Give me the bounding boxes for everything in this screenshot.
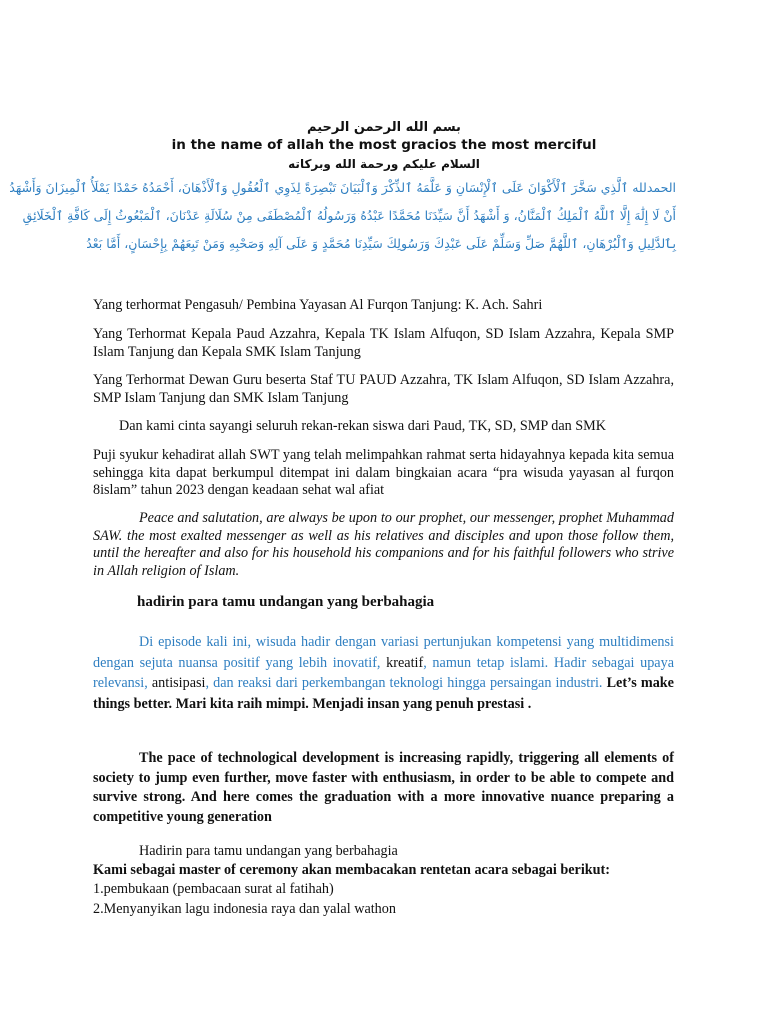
salam-line: السلام عليكم ورحمة الله وبركاته [288, 157, 480, 171]
episode-text-antisipasi: antisipasi [151, 675, 206, 691]
episode-text-kreatif: kreatif [386, 654, 424, 671]
greeting-dewan-guru: Yang Terhormat Dewan Guru beserta Staf TU PAUD Azzahra, TK Islam Alfuqon, SD Islam Azzahra, SMP Islam Tanjung dan SMK Islam Tanjung [93, 372, 674, 406]
agenda-item-2: 2.Menyanyikan lagu indonesia raya dan yalal wathon [93, 901, 396, 917]
basmala-heading: بسم الله الرحمن الرحيم [307, 120, 461, 135]
arabic-prayer-line-3: بِٱلدَّلِيلِ وَٱلْبُرْهَانِ، ٱللَّهُمَّ صَلِّ وَسَلِّمْ عَلَى عَبْدِكَ وَرَسُولِكَ سَيِّدِنَا مُحَمَّدٍ وَ عَلَى آلِهِ وَصَحْبِهِ وَمَنْ تَبِعَهُمْ بِإِحْسَانٍ، أَمَّا بَعْدُ [86, 236, 676, 251]
episode-text-e: , dan reaksi dari perkembangan teknologi hingga persaingan industri. [205, 675, 607, 691]
paragraph-puji-syukur: Puji syukur kehadirat allah SWT yang telah melimpahkan rahmat serta hidayahnya kepada kita semua sehingga kita dapat berkumpul ditempat ini dalam bingkaian acara “pra wisuda yayasan al furqon 8islam” tahun 2023 dengan keadaan sehat wal afiat [93, 447, 674, 498]
arabic-prayer-line-2: أَنْ لَا إِلَٰهَ إِلَّا ٱللَّهُ ٱلْمَلِكُ ٱلْمَنَّانُ، وَ أَشْهَدُ أَنَّ سَيِّدَنَا مُحَمَّدًا عَبْدُهُ وَرَسُولُهُ ٱلْمُصْطَفَى مِنْ سُلَالَةِ عَدْنَانَ، ٱلْمَبْعُوثُ إِلَى كَافَّةِ ٱلْخَلَائِقِ [22, 208, 676, 223]
hadirin-line: Hadirin para tamu undangan yang berbahagia [139, 843, 398, 859]
paragraph-episode [93, 632, 674, 714]
arabic-prayer-line-1: الحمدلله ٱلَّذِي سَخَّرَ ٱلْأَكْوَانَ عَلَى ٱلْإِنْسَانِ وَ عَلَّمَهُ ٱلذِّكْرَ وَٱلْبَيَانَ تَبْصِرَةً لِذَوِي ٱلْعُقُولِ وَٱلْأَذْهَانَ، أَحْمَدُهُ حَمْدًا يَمْلَأُ ٱلْمِيزَانَ وَأَشْهَدُ [9, 180, 676, 195]
episode-text-a: Di episode kali ini, wisuda hadir dengan variasi pertunjukan kompetensi yang multidimensi dengan sejuta nuansa positif yang lebih inovatif, [93, 634, 674, 671]
paragraph-technology: The pace of technological development is increasing rapidly, triggering all elements of society to jump even further, move faster with enthusiasm, in order to be able to compete and survive strong. And here comes the graduation with a more innovative nuance preparing a competitive young generation [93, 750, 674, 825]
paragraph-peace-salutation: Peace and salutation, are always be upon to our prophet, our messenger, prophet Muhammad SAW. the most exalted messenger as well as his relatives and disciples and upon those follow them, until the hereafter and also for his household his companions and for his faithful followers who strive in Allah religion of Islam. [93, 510, 674, 579]
mc-announcement: Kami sebagai master of ceremony akan membacakan rentetan acara sebagai berikut: [93, 862, 611, 878]
episode-text-motto: Let’s make things better. Mari kita raih mimpi. Menjadi insan yang penuh prestasi . [93, 675, 674, 712]
section-heading-hadirin: hadirin para tamu undangan yang berbahagia [137, 594, 435, 610]
greeting-kepala-sekolah: Yang Terhormat Kepala Paud Azzahra, Kepala TK Islam Alfuqon, SD Islam Azzahra, Kepala SMP Islam Tanjung dan Kepala SMK Islam Tanjung [93, 326, 674, 360]
greeting-pengasuh: Yang terhormat Pengasuh/ Pembina Yayasan Al Furqon Tanjung: K. Ach. Sahri [93, 297, 543, 313]
greeting-siswa: Dan kami cinta sayangi seluruh rekan-rekan siswa dari Paud, TK, SD, SMP dan SMK [119, 418, 607, 434]
agenda-item-1: 1.pembukaan (pembacaan surat al fatihah) [93, 881, 334, 897]
episode-text-c: , namun tetap islami. Hadir sebagai upaya relevansi, [93, 654, 674, 691]
english-title: in the name of allah the most gracios the most merciful [171, 137, 597, 153]
